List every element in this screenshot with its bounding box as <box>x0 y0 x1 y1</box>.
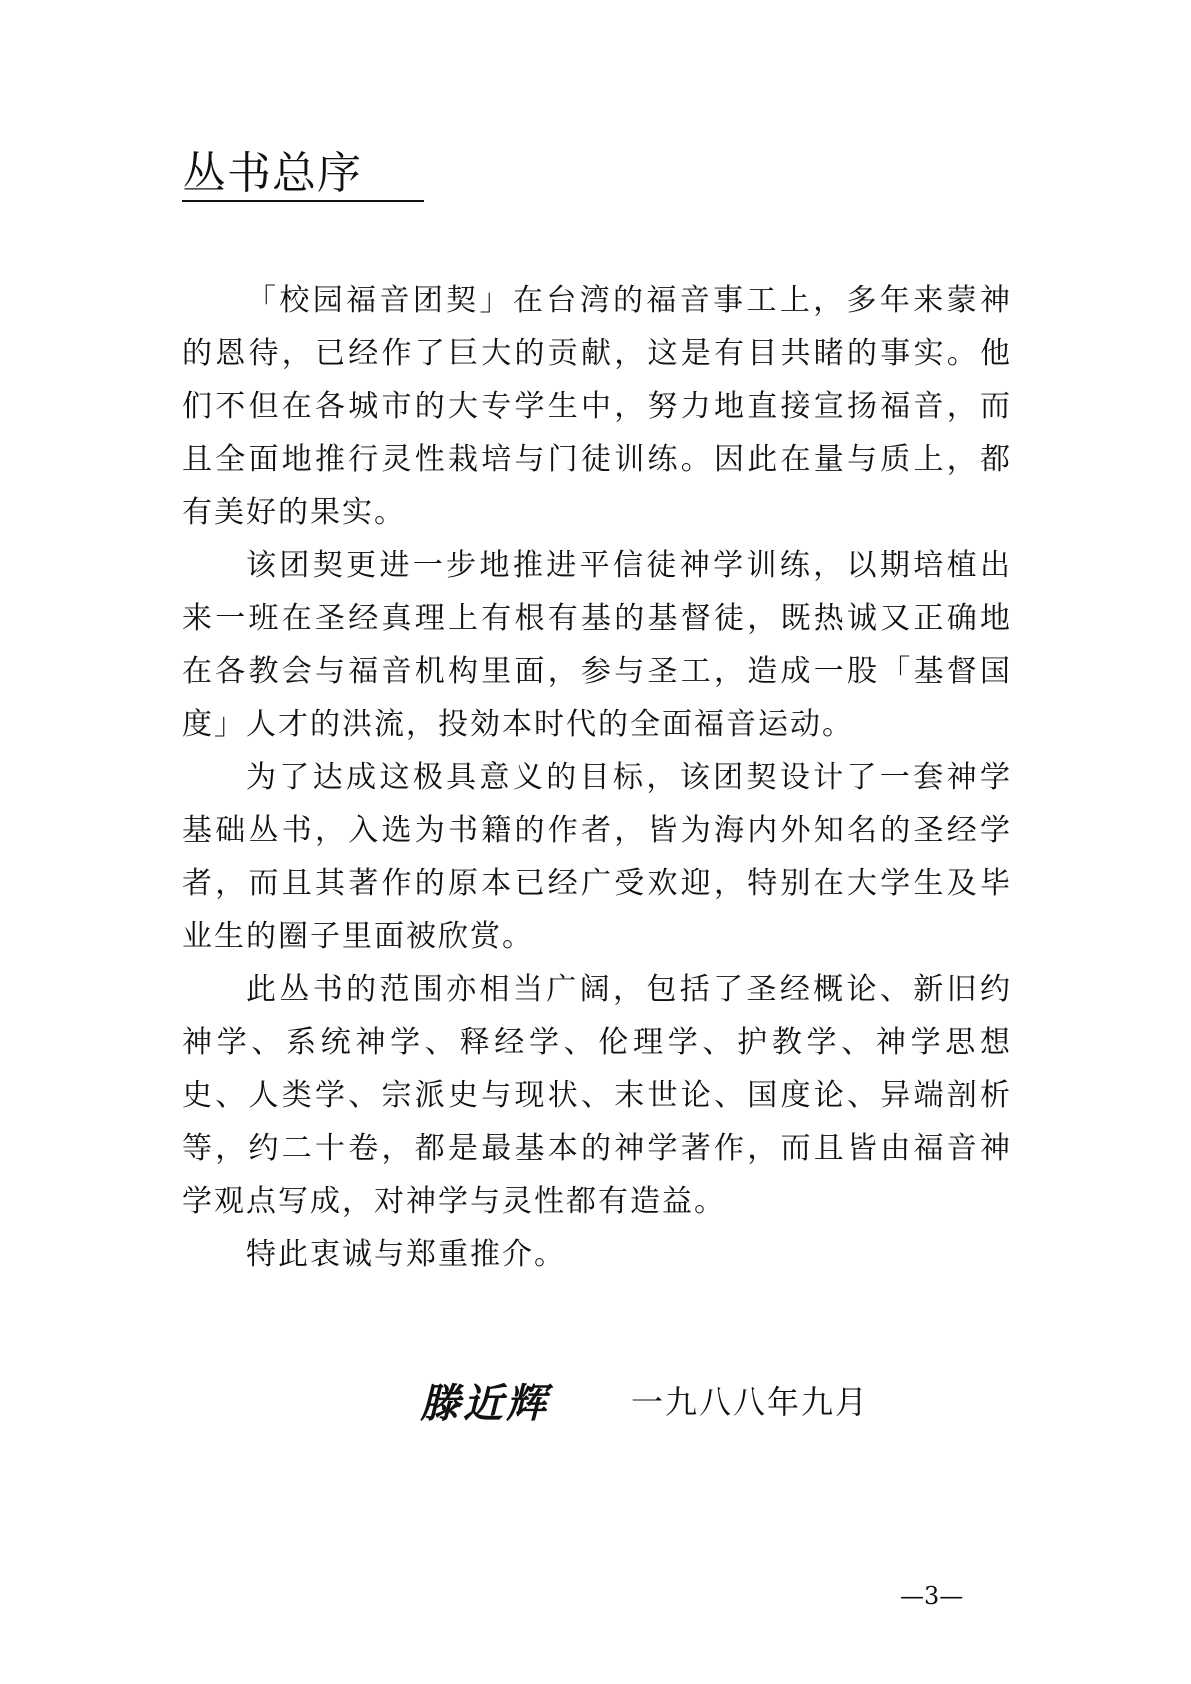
section-title-underline <box>182 148 424 202</box>
section-title: 丛书总序 <box>182 148 362 199</box>
paragraph-2: 该团契更进一步地推进平信徒神学训练，以期培植出来一班在圣经真理上有根有基的基督徒，既热诚又正确地在各教会与福音机构里面，参与圣工，造成一股「基督国度」人才的洪流，投効本时代的全面福音运动。 <box>182 548 1012 742</box>
signature-line <box>420 1372 869 1428</box>
paragraph-4: 此丛书的范围亦相当广阔，包括了圣经概论、新旧约神学、系统神学、释经学、伦理学、护教学、神学思想史、人类学、宗派史与现状、末世论、国度论、异端剖析等，约二十卷，都是最基本的神学著作，而且皆由福音神学观点写成，对神学与灵性都有造益。 <box>182 972 1012 1219</box>
signature-date: 一九八八年九月 <box>631 1383 870 1421</box>
page-number: —3— <box>900 1582 964 1610</box>
author-signature: 滕近辉 <box>420 1379 549 1427</box>
paragraph-3: 为了达成这极具意义的目标，该团契设计了一套神学基础丛书，入选为书籍的作者，皆为海内外知名的圣经学者，而且其著作的原本已经广受欢迎，特别在大学生及毕业生的圈子里面被欣赏。 <box>182 760 1012 954</box>
paragraph-1: 「校园福音团契」在台湾的福音事工上，多年来蒙神的恩待，已经作了巨大的贡献，这是有目共睹的事实。他们不但在各城市的大专学生中，努力地直接宣扬福音，而且全面地推行灵性栽培与门徒训练。因此在量与质上，都有美好的果实。 <box>182 283 1012 530</box>
preface-body <box>182 274 1012 1281</box>
paragraph-5: 特此衷诚与郑重推介。 <box>246 1237 566 1272</box>
